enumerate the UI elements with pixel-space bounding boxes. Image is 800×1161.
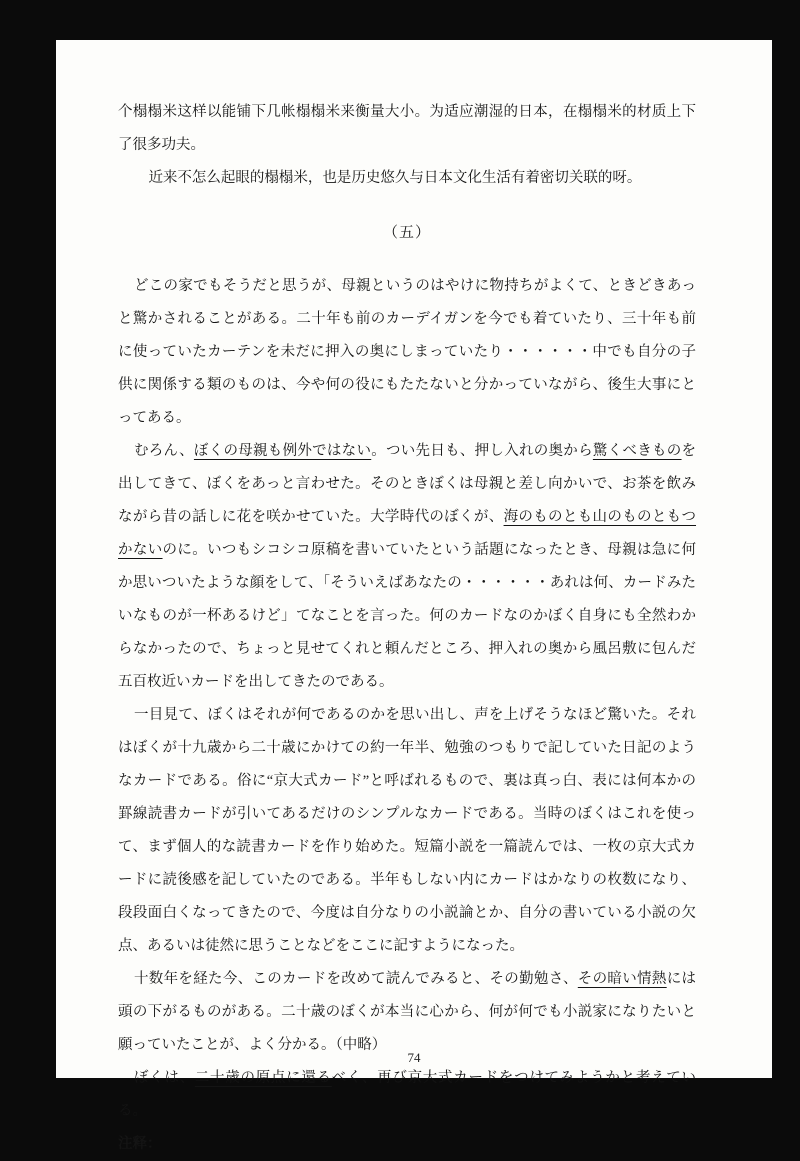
paragraph-japanese-4 bbox=[118, 963, 696, 1062]
paragraph-chinese-2: 近来不怎么起眼的榻榻米，也是历史悠久与日本文化生活有着密切关联的呀。 bbox=[148, 170, 642, 186]
notes-heading: 注释： bbox=[118, 1136, 162, 1152]
text-segment: 十数年を経た今、このカードを改めて読んでみると、その勤勉さ、 bbox=[133, 971, 578, 987]
text-segment: のに。いつもシコシコ原稿を書いていたという話題になったとき、母親は急に何か思いついたような顔をして、「そういえばあなたの・・・・・・あれは何、カードみたいなものが一杯あるけど」てなことを言った。何のカードなのかぼく自身にも全然わからなかったので、ちょっと見せてくれと頼んだところ、押入れの奥から風呂敷に包んだ五百枚近いカードを出してきたのである。 bbox=[118, 542, 697, 690]
text-segment: には頭の下がるものがある。二十歳のぼくが本当に心から、何が何でも小説家になりたいと願っていたことが、よく分かる。（中略） bbox=[118, 971, 697, 1053]
document-page bbox=[56, 40, 772, 1152]
page-number: 74 bbox=[407, 1050, 421, 1065]
underlined-text: 驚くべきもの bbox=[592, 443, 682, 459]
underlined-text: 海のものとも山のものともつかない bbox=[118, 509, 697, 558]
underlined-text: その暗い情熱 bbox=[577, 971, 667, 987]
paragraph-chinese-1: 个榻榻米这样以能铺下几帐榻榻米来衡量大小。为适应潮湿的日本，在榻榻米的材质上下了很多功夫。 bbox=[118, 104, 696, 153]
section-heading: （五） bbox=[382, 225, 431, 241]
page-body bbox=[56, 40, 772, 1161]
paragraph-japanese-2 bbox=[118, 435, 696, 699]
text-segment: 。つい先日も、押し入れの奥から bbox=[371, 443, 593, 459]
text-segment: むろん、 bbox=[133, 443, 194, 459]
underlined-text: ぼくの母親も例外ではない bbox=[193, 443, 372, 459]
paragraph-japanese-5 bbox=[118, 1062, 696, 1128]
paragraph-japanese-3: 一目見て、ぼくはそれが何であるのかを思い出し、声を上げそうなほど驚いた。それはぼくが十九歳から二十歳にかけての約一年半、勉強のつもりで記していた日記のようなカードである。俗に“京大式カード”と呼ばれるもので、裏は真っ白、表には何本かの罫線読書カードが引いてあるだけのシンプルなカードである。当時のぼくはこれを使って、まず個人的な読書カードを作り始めた。短篇小説を一篇読んでは、一枚の京大式カードに読後感を記していたのである。半年もしない内にカードはかなりの枚数になり、段段面白くなってきたので、今度は自分なりの小説論とか、自分の書いている小説の欠点、あるいは徒然に思うことなどをここに記すようになった。 bbox=[118, 707, 696, 954]
text-segment: を出してきて、ぼくをあっと言わせた。そのときぼくは母親と差し向かいで、お茶を飲みながら昔の話しに花を咲かせていた。大学時代のぼくが、 bbox=[118, 443, 697, 525]
text-segment: ぼくは、 bbox=[133, 1070, 195, 1086]
paragraph-japanese-1: どこの家でもそうだと思うが、母親というのはやけに物持ちがよくて、ときどきあっと驚かされることがある。二十年も前のカーデイガンを今でも着ていたり、三十年も前に使っていたカーテンを未だに押入の奥にしまっていたり・・・・・・中でも自分の子供に関係する類のものは、今や何の役にもたたないと分かっていながら、後生大事にとってある。 bbox=[118, 278, 696, 426]
underlined-text: 二十歳の原点に還る bbox=[194, 1070, 332, 1086]
text-segment: べく、再び京大式カードをつけてみようかと考えている。 bbox=[118, 1070, 697, 1119]
